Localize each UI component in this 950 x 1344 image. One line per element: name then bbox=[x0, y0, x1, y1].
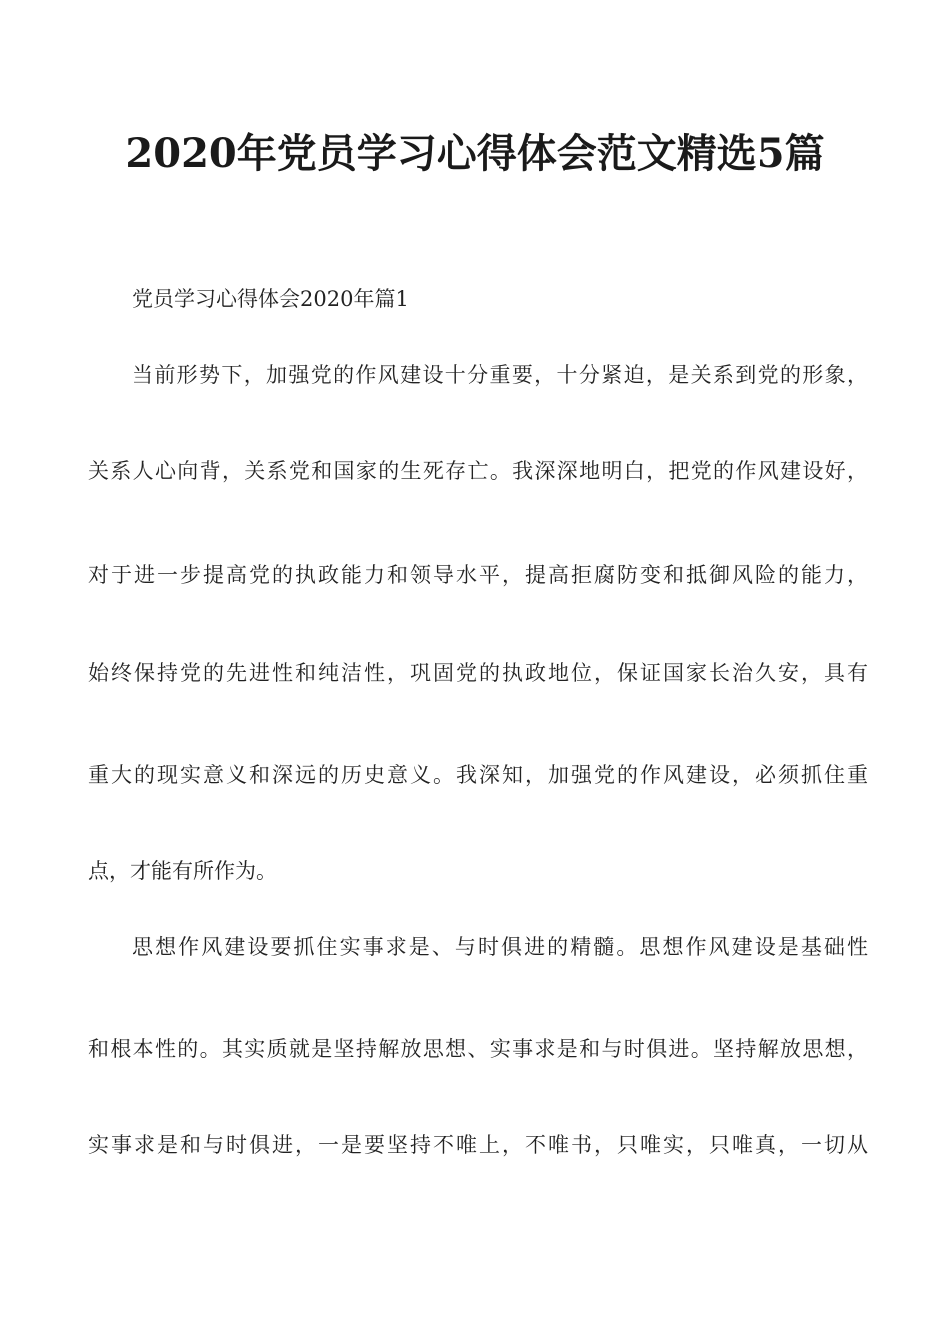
paragraph-line: 当前形势下，加强党的作风建设十分重要，十分紧迫，是关系到党的形象， bbox=[132, 363, 868, 387]
section-heading: 党员学习心得体会2020年篇1 bbox=[132, 287, 409, 311]
paragraph-line: 对于进一步提高党的执政能力和领导水平，提高拒腐防变和抵御风险的能力， bbox=[88, 563, 868, 587]
document-title: 2020年党员学习心得体会范文精选5篇 bbox=[125, 130, 825, 177]
paragraph-line: 始终保持党的先进性和纯洁性，巩固党的执政地位，保证国家长治久安，具有 bbox=[88, 661, 868, 685]
paragraph-line: 点，才能有所作为。 bbox=[88, 859, 277, 883]
paragraph-line: 重大的现实意义和深远的历史意义。我深知，加强党的作风建设，必须抓住重 bbox=[88, 763, 868, 787]
paragraph-line: 和根本性的。其实质就是坚持解放思想、实事求是和与时俱进。坚持解放思想， bbox=[88, 1037, 868, 1061]
paragraph-line: 思想作风建设要抓住实事求是、与时俱进的精髓。思想作风建设是基础性 bbox=[132, 935, 868, 959]
paragraph-line: 关系人心向背，关系党和国家的生死存亡。我深深地明白，把党的作风建设好， bbox=[88, 459, 868, 483]
paragraph-line: 实事求是和与时俱进，一是要坚持不唯上，不唯书，只唯实，只唯真，一切从 bbox=[88, 1133, 868, 1157]
